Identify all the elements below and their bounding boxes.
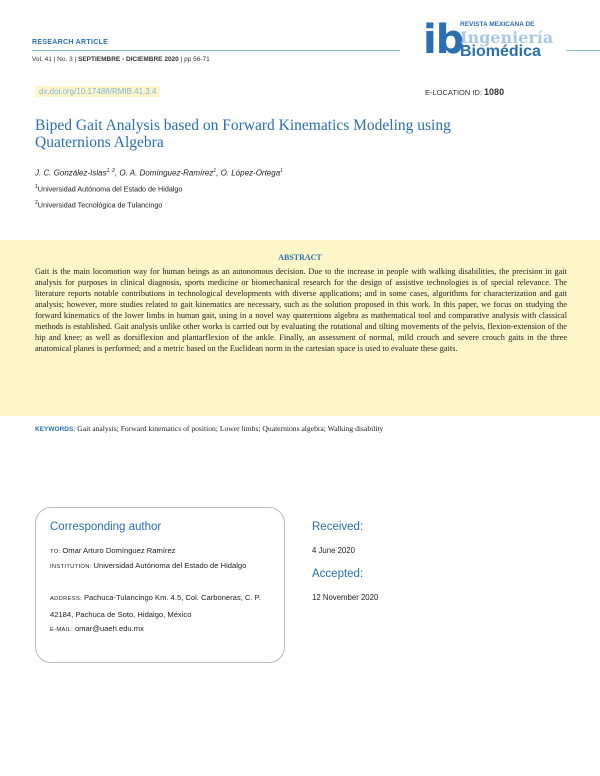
elocation-label: E-LOCATION ID:	[425, 88, 485, 97]
abstract-text: Gait is the main locomotion way for human beings as an autonomous decision. Due to the increase in people with walking disabilities, the precision in gait analysis for purposes in clinical diagnosis, sports medicine or biomechanical research for the design of assistive technologies is of special relevance. The literature reports notable contributions in technological developments with diverse applications; and in some cases, algorithms for characterization and gait analysis; however, more studies related to gait kinematics are necessary, such as the solution proposed in this work. In this paper, we focus on studying the forward kinematics of the lower limbs in human gait, using in a novel way quaternions algebra as mathematical tool and comparative analysis with classical methods is established. Gait analysis unlike other works is carried out by evaluating the rotational and tilting movements of the pelvis, flexion-extension of the hip and knee; as well as dorsiflexion and plantarflexion of the ankle. Finally, an assessment of normal, mild crouch and severe crouch gaits in the three anatomical planes is performed; and a metric based on the Euclidean norm in the cartesian space is used to evaluate these gaits.	[35, 267, 567, 353]
email-link[interactable]: omar@uaeh.edu.mx	[74, 624, 144, 633]
affiliation-1	[35, 184, 182, 193]
to-label: TO:	[50, 549, 63, 555]
affiliation-text: Universidad Autónoma del Estado de Hidalgo	[37, 184, 183, 194]
corresponding-address	[50, 590, 275, 622]
author-name: O. A. Domínguez-Ramírez	[119, 168, 214, 178]
journal-logo	[423, 18, 563, 62]
author-affiliation-mark: 1	[280, 168, 283, 174]
keywords-text: Gait analysis; Forward kinematics of position; Lower limbs; Quaternions algebra; Walking disability	[77, 424, 384, 433]
affiliation-2	[35, 200, 162, 209]
header-divider-right	[566, 50, 600, 51]
article-type-label: RESEARCH ARTICLE	[32, 39, 109, 46]
journal-logo-line3: Biomédica	[460, 43, 541, 60]
volume-info	[32, 56, 210, 63]
elocation-value: 1080	[484, 87, 505, 97]
author-name: O. López-Ortega	[220, 168, 281, 178]
author-affiliation-mark: 1, 2	[106, 168, 115, 174]
author-list	[35, 168, 283, 178]
journal-logo-line1: REVISTA MEXICANA DE	[460, 21, 535, 28]
corresponding-author-title: Corresponding author	[50, 521, 162, 533]
header-divider	[32, 50, 400, 51]
abstract-heading: ABSTRACT	[278, 253, 322, 262]
received-label: Received:	[312, 521, 364, 533]
author-separator: ,	[114, 168, 120, 178]
corresponding-institution	[50, 558, 275, 575]
author-separator: ,	[216, 168, 221, 178]
elocation-id	[425, 87, 504, 97]
address-label: ADDRESS:	[50, 596, 84, 602]
institution-value: Universidad Autónoma del Estado de Hidalgo	[93, 561, 247, 570]
affiliation-number: 2	[35, 200, 38, 206]
to-value: Omar Arturo Domínguez Ramírez	[62, 546, 176, 555]
keywords-label: KEYWORDS:	[35, 426, 78, 433]
affiliation-number: 1	[35, 184, 38, 190]
volume-pages: | pp 56-71	[178, 56, 210, 63]
keywords	[35, 424, 383, 433]
received-date: 4 June 2020	[312, 546, 355, 555]
institution-label: INSTITUTION:	[50, 564, 94, 570]
address-value: Pachuca-Tulancingo Km. 4.5, Col. Carboneras, C. P. 42184, Pachuca de Soto, Hidalgo, México	[50, 593, 261, 619]
journal-logo-line2: Ingeniería	[460, 28, 554, 47]
accepted-label: Accepted:	[312, 568, 364, 580]
accepted-date: 12 November 2020	[312, 593, 379, 602]
journal-logo-mark: ib	[423, 17, 464, 63]
author-name: J. C. González-Islas	[35, 168, 107, 178]
corresponding-email	[50, 621, 275, 638]
affiliation-text: Universidad Tecnológica de Tulancingo	[37, 200, 163, 210]
email-label: E-MAIL:	[50, 627, 75, 633]
volume-prefix: Vol. 41 | No. 3 |	[32, 56, 79, 63]
volume-period: SEPTIEMBRE - DICIEMBRE 2020	[78, 56, 179, 63]
article-title: Biped Gait Analysis based on Forward Kinematics Modeling using Quaternions Algebra	[35, 117, 451, 151]
doi-link[interactable]: dx.doi.org/10.17488/RMIB.41.3.4	[35, 86, 160, 97]
author-affiliation-mark: 1	[213, 168, 217, 174]
